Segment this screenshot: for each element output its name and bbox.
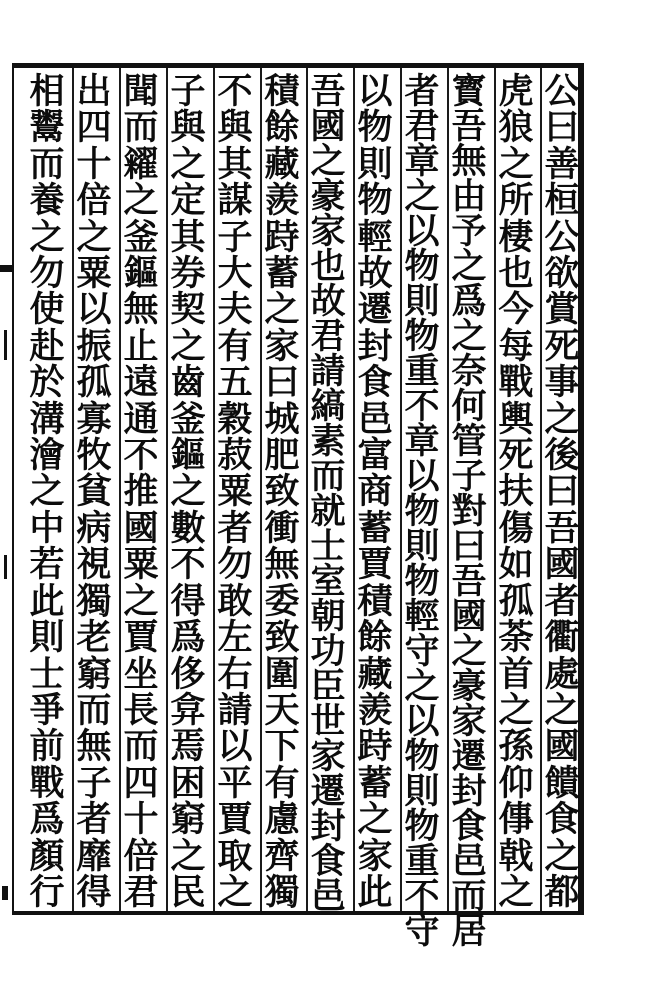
column-character: 五	[217, 362, 253, 404]
column-character: 予	[451, 211, 487, 252]
column-character: 者	[217, 507, 253, 549]
column-character: 請	[217, 689, 253, 731]
column-character: 而	[451, 876, 487, 917]
column-character: 守	[404, 911, 440, 952]
column-character: 坐	[123, 653, 159, 695]
column-character: 重	[404, 351, 440, 392]
column-character: 者	[404, 71, 440, 112]
column-character: 死	[544, 325, 580, 367]
column-character: 得	[170, 580, 206, 622]
column-character: 謀	[217, 180, 253, 222]
column-character: 之	[498, 871, 534, 913]
column-character: 國	[123, 507, 159, 549]
column-character: 無	[264, 544, 300, 586]
column-character: 以	[357, 71, 393, 112]
column-character: 章	[404, 141, 440, 182]
column-character: 而	[123, 726, 159, 768]
column-character: 賈	[217, 799, 253, 841]
column-character: 不	[404, 876, 440, 917]
column-character: 物	[404, 491, 440, 532]
column-character: 家	[310, 211, 346, 252]
column-character: 取	[217, 835, 253, 877]
text-column	[257, 71, 307, 913]
column-character: 大	[217, 253, 253, 295]
column-character: 穀	[217, 398, 253, 440]
column-character: 不	[123, 435, 159, 477]
column-character: 子	[217, 216, 253, 258]
column-character: 民	[170, 871, 206, 913]
fore-edge-mark	[0, 265, 14, 272]
column-character: 虎	[498, 71, 534, 112]
column-character: 行	[29, 871, 65, 913]
column-character: 之	[544, 398, 580, 440]
text-column	[350, 71, 400, 913]
column-character: 曰	[264, 362, 300, 404]
column-character: 之	[217, 871, 253, 913]
column-character: 所	[498, 180, 534, 222]
column-character: 粟	[76, 253, 112, 295]
column-character: 倍	[123, 835, 159, 877]
column-character: 蓄	[357, 507, 393, 549]
column-character: 不	[217, 71, 253, 112]
column-character: 也	[498, 253, 534, 295]
column-character: 善	[544, 143, 580, 185]
column-character: 則	[404, 526, 440, 567]
column-character: 家	[264, 325, 300, 367]
column-character: 而	[123, 107, 159, 149]
column-character: 遷	[451, 736, 487, 777]
column-character: 食	[357, 362, 393, 404]
column-character: 朝	[310, 596, 346, 637]
column-character: 士	[29, 653, 65, 695]
column-character: 之	[357, 799, 393, 841]
column-character: 都	[544, 871, 580, 913]
column-character: 溝	[29, 398, 65, 440]
fore-edge-mark	[4, 330, 7, 360]
column-character: 勿	[29, 253, 65, 295]
text-column	[444, 71, 494, 952]
column-character: 則	[404, 771, 440, 812]
column-character: 公	[544, 216, 580, 258]
column-character: 通	[123, 398, 159, 440]
text-column	[22, 71, 72, 913]
column-character: 之	[451, 316, 487, 357]
column-character: 何	[451, 386, 487, 427]
column-character: 故	[310, 281, 346, 322]
column-character: 之	[170, 471, 206, 513]
column-character: 吾	[451, 561, 487, 602]
column-character: 則	[29, 617, 65, 659]
column-character: 食	[544, 799, 580, 841]
column-character: 跱	[264, 216, 300, 258]
column-character: 邑	[357, 398, 393, 440]
column-character: 聞	[123, 71, 159, 112]
column-character: 故	[357, 253, 393, 295]
column-character: 首	[498, 653, 534, 695]
column-character: 困	[170, 762, 206, 804]
column-character: 而	[76, 689, 112, 731]
column-character: 圍	[264, 653, 300, 695]
column-character: 功	[310, 631, 346, 672]
column-character: 就	[310, 491, 346, 532]
column-character: 者	[76, 799, 112, 841]
column-character: 相	[29, 71, 65, 112]
column-character: 君	[404, 106, 440, 147]
column-character: 家	[451, 701, 487, 742]
column-character: 振	[76, 325, 112, 367]
column-character: 敢	[217, 580, 253, 622]
column-character: 邑	[310, 876, 346, 917]
column-character: 前	[29, 726, 65, 768]
column-character: 十	[76, 143, 112, 185]
column-character: 使	[29, 289, 65, 331]
column-character: 有	[264, 762, 300, 804]
column-character: 養	[29, 180, 65, 222]
column-character: 則	[357, 143, 393, 185]
column-character: 與	[170, 107, 206, 149]
column-character: 每	[498, 325, 534, 367]
column-character: 藏	[264, 143, 300, 185]
column-character: 致	[264, 617, 300, 659]
column-character: 封	[451, 771, 487, 812]
column-character: 棲	[498, 216, 534, 258]
column-character: 寡	[76, 398, 112, 440]
column-character: 孫	[498, 726, 534, 768]
column-character: 齊	[264, 835, 300, 877]
column-character: 後	[544, 435, 580, 477]
column-character: 數	[170, 507, 206, 549]
column-character: 世	[310, 701, 346, 742]
column-character: 以	[404, 456, 440, 497]
column-character: 有	[217, 325, 253, 367]
column-character: 豪	[451, 666, 487, 707]
column-character: 粟	[123, 544, 159, 586]
column-character: 守	[404, 631, 440, 672]
column-character: 封	[357, 325, 393, 367]
column-character: 弇	[170, 689, 206, 731]
column-character: 鏂	[123, 253, 159, 295]
column-character: 衝	[264, 507, 300, 549]
column-character: 四	[76, 107, 112, 149]
column-character: 室	[310, 561, 346, 602]
column-character: 推	[123, 471, 159, 513]
column-character: 事	[544, 362, 580, 404]
column-character: 之	[404, 666, 440, 707]
column-character: 夫	[217, 289, 253, 331]
column-character: 章	[404, 421, 440, 462]
column-character: 長	[123, 689, 159, 731]
column-character: 戟	[498, 835, 534, 877]
column-character: 牧	[76, 435, 112, 477]
column-character: 之	[123, 180, 159, 222]
column-character: 倍	[76, 180, 112, 222]
column-character: 物	[404, 561, 440, 602]
column-character: 國	[451, 596, 487, 637]
column-character: 委	[264, 580, 300, 622]
column-character: 之	[404, 176, 440, 217]
column-character: 之	[29, 471, 65, 513]
column-character: 遷	[357, 289, 393, 331]
column-character: 欲	[544, 253, 580, 295]
text-column	[210, 71, 260, 913]
column-character: 之	[29, 216, 65, 258]
column-character: 之	[544, 835, 580, 877]
column-character: 赴	[29, 325, 65, 367]
text-column	[116, 71, 166, 913]
column-character: 齒	[170, 362, 206, 404]
column-character: 於	[29, 362, 65, 404]
column-character: 跱	[357, 726, 393, 768]
column-character: 而	[29, 143, 65, 185]
column-character: 子	[170, 71, 206, 112]
column-character: 券	[170, 253, 206, 295]
column-character: 之	[170, 325, 206, 367]
column-character: 與	[217, 107, 253, 149]
column-character: 臣	[310, 666, 346, 707]
column-character: 窮	[170, 799, 206, 841]
column-character: 獨	[76, 580, 112, 622]
column-character: 倳	[498, 799, 534, 841]
column-character: 肥	[264, 435, 300, 477]
column-character: 餘	[357, 617, 393, 659]
column-character: 縞	[310, 386, 346, 427]
column-character: 其	[217, 143, 253, 185]
fore-edge-mark	[4, 555, 7, 579]
column-character: 菽	[217, 435, 253, 477]
column-character: 此	[29, 580, 65, 622]
column-character: 由	[451, 176, 487, 217]
column-character: 也	[310, 246, 346, 287]
column-character: 粟	[217, 471, 253, 513]
column-character: 之	[264, 289, 300, 331]
column-character: 奈	[451, 351, 487, 392]
column-character: 豪	[310, 176, 346, 217]
column-character: 狼	[498, 107, 534, 149]
column-character: 而	[310, 456, 346, 497]
column-character: 出	[76, 71, 112, 112]
column-character: 蓄	[264, 253, 300, 295]
column-character: 桓	[544, 180, 580, 222]
column-character: 右	[217, 653, 253, 695]
column-character: 邑	[451, 841, 487, 882]
column-character: 爲	[29, 799, 65, 841]
column-character: 賈	[357, 544, 393, 586]
column-character: 以	[217, 726, 253, 768]
column-character: 慮	[264, 799, 300, 841]
column-character: 病	[76, 507, 112, 549]
column-character: 左	[217, 617, 253, 659]
column-character: 積	[264, 71, 300, 112]
column-character: 管	[451, 421, 487, 462]
column-character: 曰	[451, 526, 487, 567]
column-character: 無	[451, 141, 487, 182]
column-character: 窮	[76, 653, 112, 695]
column-character: 糴	[123, 143, 159, 185]
column-character: 士	[310, 526, 346, 567]
column-character: 不	[404, 386, 440, 427]
column-character: 吾	[451, 106, 487, 147]
column-character: 致	[264, 471, 300, 513]
column-character: 遷	[310, 771, 346, 812]
column-character: 者	[544, 580, 580, 622]
column-character: 蓄	[357, 762, 393, 804]
column-character: 賈	[123, 617, 159, 659]
column-character: 國	[544, 544, 580, 586]
column-character: 羨	[264, 180, 300, 222]
column-character: 下	[264, 726, 300, 768]
column-character: 戰	[29, 762, 65, 804]
column-character: 公	[544, 71, 580, 112]
column-character: 戰	[498, 362, 534, 404]
text-column	[491, 71, 541, 913]
column-character: 仰	[498, 762, 534, 804]
column-character: 之	[451, 246, 487, 287]
text-column	[537, 71, 587, 913]
column-character: 羨	[357, 689, 393, 731]
column-character: 之	[310, 141, 346, 182]
column-character: 富	[357, 435, 393, 477]
column-character: 之	[451, 631, 487, 672]
fore-edge-mark	[2, 886, 8, 900]
column-character: 得	[76, 871, 112, 913]
column-character: 視	[76, 544, 112, 586]
column-character: 死	[498, 435, 534, 477]
column-character: 如	[498, 544, 534, 586]
text-column	[303, 71, 353, 917]
column-character: 子	[76, 762, 112, 804]
column-character: 焉	[170, 726, 206, 768]
column-character: 物	[404, 246, 440, 287]
column-character: 吾	[310, 71, 346, 112]
column-character: 物	[404, 806, 440, 847]
column-character: 君	[123, 871, 159, 913]
column-character: 輕	[357, 216, 393, 258]
column-character: 君	[310, 316, 346, 357]
text-column	[163, 71, 213, 913]
column-character: 若	[29, 544, 65, 586]
column-character: 居	[451, 911, 487, 952]
column-character: 傷	[498, 507, 534, 549]
column-character: 十	[123, 799, 159, 841]
column-character: 以	[404, 701, 440, 742]
column-character: 積	[357, 580, 393, 622]
column-character: 請	[310, 351, 346, 392]
column-character: 遠	[123, 362, 159, 404]
column-character: 侈	[170, 653, 206, 695]
column-character: 家	[357, 835, 393, 877]
column-character: 之	[170, 143, 206, 185]
column-character: 家	[310, 736, 346, 777]
column-character: 天	[264, 689, 300, 731]
column-character: 食	[451, 806, 487, 847]
column-character: 荼	[498, 617, 534, 659]
column-character: 其	[170, 216, 206, 258]
column-character: 素	[310, 421, 346, 462]
column-character: 此	[357, 871, 393, 913]
column-character: 爲	[170, 617, 206, 659]
column-character: 扶	[498, 471, 534, 513]
column-character: 封	[310, 806, 346, 847]
column-character: 城	[264, 398, 300, 440]
column-character: 輿	[498, 398, 534, 440]
column-character: 曰	[544, 107, 580, 149]
column-character: 無	[123, 289, 159, 331]
column-character: 餘	[264, 107, 300, 149]
column-character: 無	[76, 726, 112, 768]
column-character: 定	[170, 180, 206, 222]
column-character: 貧	[76, 471, 112, 513]
column-character: 釜	[123, 216, 159, 258]
column-character: 輕	[404, 596, 440, 637]
column-character: 以	[404, 211, 440, 252]
column-character: 衢	[544, 617, 580, 659]
column-character: 物	[357, 107, 393, 149]
column-character: 商	[357, 471, 393, 513]
column-character: 重	[404, 841, 440, 882]
column-character: 鏂	[170, 435, 206, 477]
column-character: 孤	[498, 580, 534, 622]
column-character: 之	[123, 580, 159, 622]
column-character: 不	[170, 544, 206, 586]
column-character: 老	[76, 617, 112, 659]
column-character: 處	[544, 653, 580, 695]
column-character: 食	[310, 841, 346, 882]
column-character: 物	[404, 316, 440, 357]
column-character: 之	[76, 216, 112, 258]
column-character: 之	[498, 689, 534, 731]
column-character: 國	[310, 106, 346, 147]
column-character: 契	[170, 289, 206, 331]
column-character: 獨	[264, 871, 300, 913]
column-character: 對	[451, 491, 487, 532]
column-character: 則	[404, 281, 440, 322]
text-column	[397, 71, 447, 952]
column-character: 之	[170, 835, 206, 877]
column-character: 爭	[29, 689, 65, 731]
column-character: 賞	[544, 289, 580, 331]
column-character: 澮	[29, 435, 65, 477]
column-character: 以	[76, 289, 112, 331]
column-character: 寳	[451, 71, 487, 112]
column-character: 四	[123, 762, 159, 804]
column-character: 釜	[170, 398, 206, 440]
column-character: 鬻	[29, 107, 65, 149]
column-character: 吾	[544, 507, 580, 549]
column-character: 物	[404, 736, 440, 777]
column-character: 爲	[451, 281, 487, 322]
column-character: 物	[357, 180, 393, 222]
column-character: 今	[498, 289, 534, 331]
column-character: 之	[544, 689, 580, 731]
column-character: 靡	[76, 835, 112, 877]
column-character: 子	[451, 456, 487, 497]
column-character: 孤	[76, 362, 112, 404]
column-character: 曰	[544, 471, 580, 513]
column-character: 之	[498, 143, 534, 185]
column-character: 國	[544, 726, 580, 768]
column-character: 饋	[544, 762, 580, 804]
column-character: 勿	[217, 544, 253, 586]
column-character: 止	[123, 325, 159, 367]
text-column	[69, 71, 119, 913]
column-character: 平	[217, 762, 253, 804]
column-character: 顏	[29, 835, 65, 877]
column-character: 中	[29, 507, 65, 549]
column-character: 藏	[357, 653, 393, 695]
